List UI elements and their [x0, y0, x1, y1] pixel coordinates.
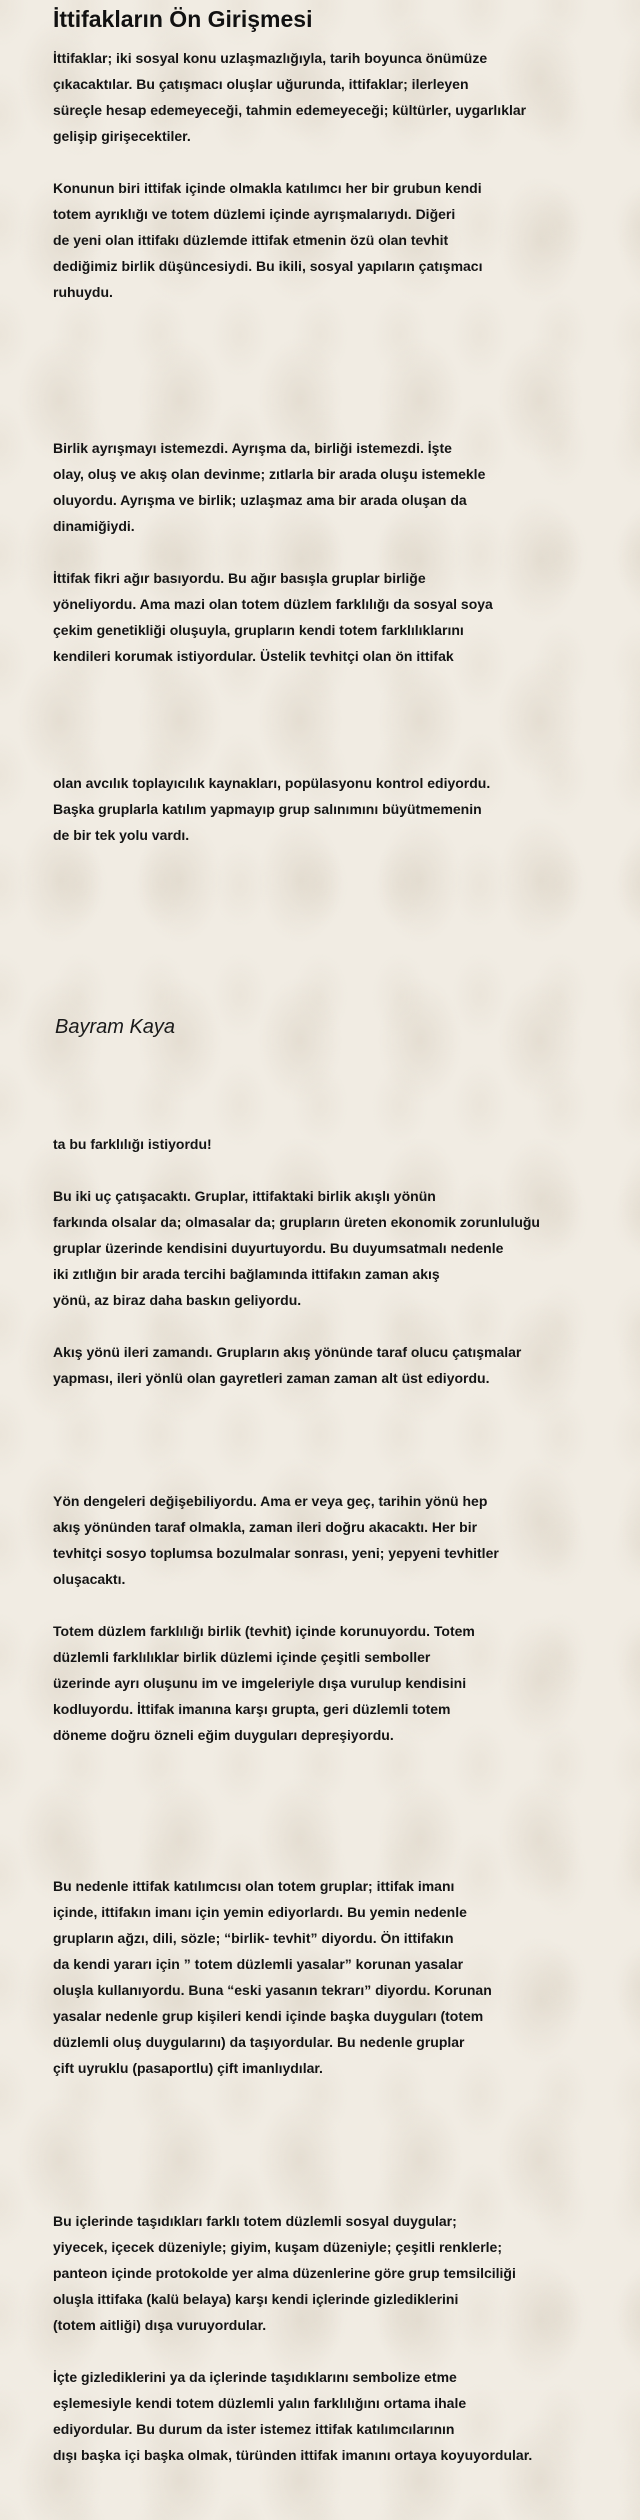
- text-block-4: [53, 1131, 623, 1391]
- text-line: oluşla ittifaka (kalü belaya) karşı kendi içlerinde gizlediklerini: [53, 2291, 459, 2307]
- text-block-5: [53, 1488, 623, 1748]
- text-line: Bu içlerinde taşıdıkları farklı totem düzlemli sosyal duygular;: [53, 2213, 457, 2229]
- text-line: dediğimiz birlik düşüncesiydi. Bu ikili, sosyal yapıların çatışmacı: [53, 258, 483, 274]
- text-line: süreçle hesap edemeyeceği, tahmin edemeyeceği; kültürler, uygarlıklar: [53, 102, 527, 118]
- text-block-6: [53, 1873, 623, 2081]
- text-block-3: [53, 770, 623, 848]
- text-line: çekim genetikliği oluşuyla, grupların kendi totem farklılıklarını: [53, 622, 464, 638]
- page-title: İttifakların Ön Girişmesi: [53, 6, 313, 32]
- text-line: Başka gruplarla katılım yapmayıp grup salınımını büyütmemenin: [53, 801, 482, 817]
- text-line: döneme doğru özneli eğim duyguları depreşiyordu.: [53, 1727, 394, 1743]
- text-line: oluyordu. Ayrışma ve birlik; uzlaşmaz ama bir arada oluşan da: [53, 492, 467, 508]
- text-line: oluşacaktı.: [53, 1571, 126, 1587]
- text-line: Akış yönü ileri zamandı. Grupların akış yönünde taraf olucu çatışmalar: [53, 1344, 522, 1360]
- text-line: Konunun biri ittifak içinde olmakla katılımcı her bir grubun kendi: [53, 180, 482, 196]
- text-line: totem ayrıklığı ve totem düzlemi içinde ayrışmalarıydı. Diğeri: [53, 206, 456, 222]
- text-line: yasalar nedenle grup kişileri kendi içinde başka duyguları (totem: [53, 2008, 484, 2024]
- text-line: de bir tek yolu vardı.: [53, 827, 190, 843]
- text-line: kendileri korumak istiyordular. Üstelik tevhitçi olan ön ittifak: [53, 648, 454, 664]
- text-line: iki zıtlığın bir arada tercihi bağlamında ittifakın zaman akış: [53, 1266, 440, 1282]
- text-line: dışı başka içi başka olmak, türünden ittifak imanını ortaya koyuyordular.: [53, 2447, 533, 2463]
- text-line: dinamiğiydi.: [53, 518, 135, 534]
- text-line: olan avcılık toplayıcılık kaynakları, popülasyonu kontrol ediyordu.: [53, 775, 491, 791]
- text-line: olay, oluş ve akış olan devinme; zıtlarla bir arada oluşu istemekle: [53, 466, 486, 482]
- text-line: Yön dengeleri değişebiliyordu. Ama er veya geç, tarihin yönü hep: [53, 1493, 488, 1509]
- text-line: çıkacaktılar. Bu çatışmacı oluşlar uğurunda, ittifaklar; ilerleyen: [53, 76, 469, 92]
- text-line: içinde, ittifakın imanı için yemin ediyorlardı. Bu yemin nedenle: [53, 1904, 467, 1920]
- text-line: ruhuydu.: [53, 284, 113, 300]
- text-line: yiyecek, içecek düzeniyle; giyim, kuşam düzeniyle; çeşitli renklerle;: [53, 2239, 502, 2255]
- text-line: çift uyruklu (pasaportlu) çift imanlıydılar.: [53, 2060, 323, 2076]
- author-signature: Bayram Kaya: [55, 1016, 176, 1038]
- text-line: İçte gizlediklerini ya da içlerinde taşıdıklarını sembolize etme: [53, 2369, 457, 2385]
- text-line: Bu iki uç çatışacaktı. Gruplar, ittifaktaki birlik akışlı yönün: [53, 1188, 436, 1204]
- text-line: ta bu farklılığı istiyordu!: [53, 1136, 212, 1152]
- text-line: oluşla kullanıyordu. Buna “eski yasanın tekrarı” diyordu. Korunan: [53, 1982, 492, 1998]
- text-line: yönü, az biraz daha baskın geliyordu.: [53, 1292, 302, 1308]
- text-line: Birlik ayrışmayı istemezdi. Ayrışma da, birliği istemezdi. İşte: [53, 440, 452, 456]
- text-line: yapması, ileri yönlü olan gayretleri zaman zaman alt üst ediyordu.: [53, 1370, 490, 1386]
- text-line: eşlemesiyle kendi totem düzlemli yalın farklılığını ortama ihale: [53, 2395, 467, 2411]
- text-block-2: [53, 435, 623, 669]
- text-line: düzlemli oluş duygularını) da taşıyordular. Bu nedenle gruplar: [53, 2034, 465, 2050]
- text-line: gelişip girişecektiler.: [53, 128, 191, 144]
- text-line: akış yönünden taraf olmakla, zaman ileri doğru akacaktı. Her bir: [53, 1519, 478, 1535]
- text-line: Totem düzlem farklılığı birlik (tevhit) içinde korunuyordu. Totem: [53, 1623, 475, 1639]
- text-line: yöneliyordu. Ama mazi olan totem düzlem farklılığı da sosyal soya: [53, 596, 493, 612]
- text-line: gruplar üzerinde kendisini duyurtuyordu. Bu duyumsatmalı nedenle: [53, 1240, 504, 1256]
- text-line: İttifak fikri ağır basıyordu. Bu ağır basışla gruplar birliğe: [53, 570, 426, 586]
- text-line: kodluyordu. İttifak imanına karşı grupta, geri düzlemli totem: [53, 1701, 451, 1717]
- text-line: panteon içinde protokolde yer alma düzenlerine göre grup temsilciliği: [53, 2265, 516, 2281]
- text-line: ediyordular. Bu durum da ister istemez ittifak katılımcılarının: [53, 2421, 455, 2437]
- text-line: de yeni olan ittifakı düzlemde ittifak etmenin özü olan tevhit: [53, 232, 449, 248]
- text-line: üzerinde ayrı oluşunu im ve imgeleriyle dışa vurulup kendisini: [53, 1675, 467, 1691]
- text-line: [53, 1592, 623, 1618]
- text-line: grupların ağzı, dili, sözle; “birlik- tevhit” diyordu. Ön ittifakın: [53, 1930, 454, 1946]
- text-line: düzlemli farklılıklar birlik düzlemi içinde çeşitli semboller: [53, 1649, 431, 1665]
- text-line: İttifaklar; iki sosyal konu uzlaşmazlığıyla, tarih boyunca önümüze: [53, 50, 488, 66]
- text-line: farkında olsalar da; olmasalar da; grupların üreten ekonomik zorunluluğu: [53, 1214, 540, 1230]
- text-line: [53, 149, 623, 175]
- text-line: tevhitçi sosyo toplumsa bozulmalar sonrası, yeni; yepyeni tevhitler: [53, 1545, 499, 1561]
- text-line: [53, 539, 623, 565]
- text-line: Bu nedenle ittifak katılımcısı olan totem gruplar; ittifak imanı: [53, 1878, 455, 1894]
- text-line: [53, 2338, 623, 2364]
- text-block-7: [53, 2208, 623, 2468]
- text-line: da kendi yararı için ” totem düzlemli yasalar” korunan yasalar: [53, 1956, 464, 1972]
- text-line: [53, 1313, 623, 1339]
- text-line: (totem aitliği) dışa vuruyordular.: [53, 2317, 267, 2333]
- text-line: [53, 1157, 623, 1183]
- text-block-1: [53, 45, 623, 305]
